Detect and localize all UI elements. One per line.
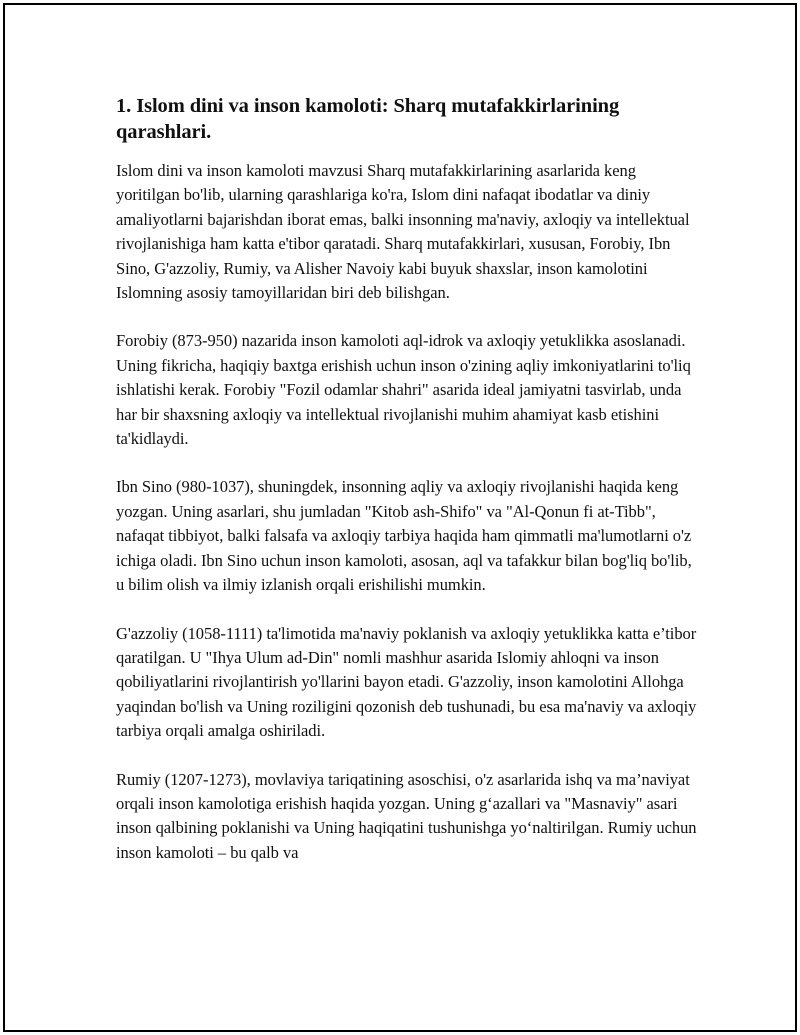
paragraph-gazzoliy: G'azzoliy (1058-1111) ta'limotida ma'naviy poklanish va axloqiy yetuklikka katta e’tibor qaratilgan. U "Ihya Ulum ad-Din" nomli mashhur asarida Islomiy ahloqni va inson qobiliyatlarini rivojlantirish yo'llarini bayon etadi. G'azzoliy, inson kamolotini Allohga yaqindan bo'lish va Uning roziligini qozonish deb tushunadi, bu esa ma'naviy va axloqiy tarbiya orqali amalga oshiriladi. [116,623,697,741]
document-body [116,93,698,865]
paragraph-rumiy: Rumiy (1207-1273), movlaviya tariqatining asoschisi, o'z asarlarida ishq va ma’naviyat orqali inson kamolotiga erishish haqida yozgan. Uning g‘azallari va "Masnaviy" asari inson qalbining poklanishi va Uning haqiqatini tushunishga yo‘naltirilgan. Rumiy uchun inson kamoloti – bu qalb va [116,769,697,862]
paragraph-ibn-sino: Ibn Sino (980-1037), shuningdek, insonning aqliy va axloqiy rivojlanishi haqida keng yozgan. Uning asarlari, shu jumladan "Kitob ash-Shifo" va "Al-Qonun fi at-Tibb", nafaqat tibbiyot, balki falsafa va axloqiy tarbiya haqida ham qimmatli ma'lumotlarni o'z ichiga oladi. Ibn Sino uchun inson kamoloti, asosan, aql va tafakkur bilan bog'liq bo'lib, u bilim olish va ilmiy izlanish orqali erishilishi mumkin. [116,477,692,595]
section-heading: 1. Islom dini va inson kamoloti: Sharq mutafakkirlarining qarashlari. [116,95,620,143]
paragraph-forobiy: Forobiy (873-950) nazarida inson kamoloti aql-idrok va axloqiy yetuklikka asoslanadi. Uning fikricha, haqiqiy baxtga erishish uchun inson o'zining aqliy imkoniyatlarini to'liq ishlatishi kerak. Forobiy "Fozil odamlar shahri" asarida ideal jamiyatni tasvirlab, unda har bir shaxsning axloqiy va intellektual rivojlanishi muhim ahamiyat kasb etishini ta'kidlaydi. [116,331,691,449]
paragraph-intro: Islom dini va inson kamoloti mavzusi Sharq mutafakkirlarining asarlarida keng yoritilgan bo'lib, ularning qarashlariga ko'ra, Islom dini nafaqat ibodatlar va diniy amaliyotlarni bajarishdan iborat emas, balki insonning ma'naviy, axloqiy va intellektual rivojlanishiga ham katta e'tibor qaratadi. Sharq mutafakkirlari, xususan, Forobiy, Ibn Sino, G'azzoliy, Rumiy, va Alisher Navoiy kabi buyuk shaxslar, inson kamolotini Islomning asosiy tamoyillaridan biri deb bilishgan. [116,161,690,303]
